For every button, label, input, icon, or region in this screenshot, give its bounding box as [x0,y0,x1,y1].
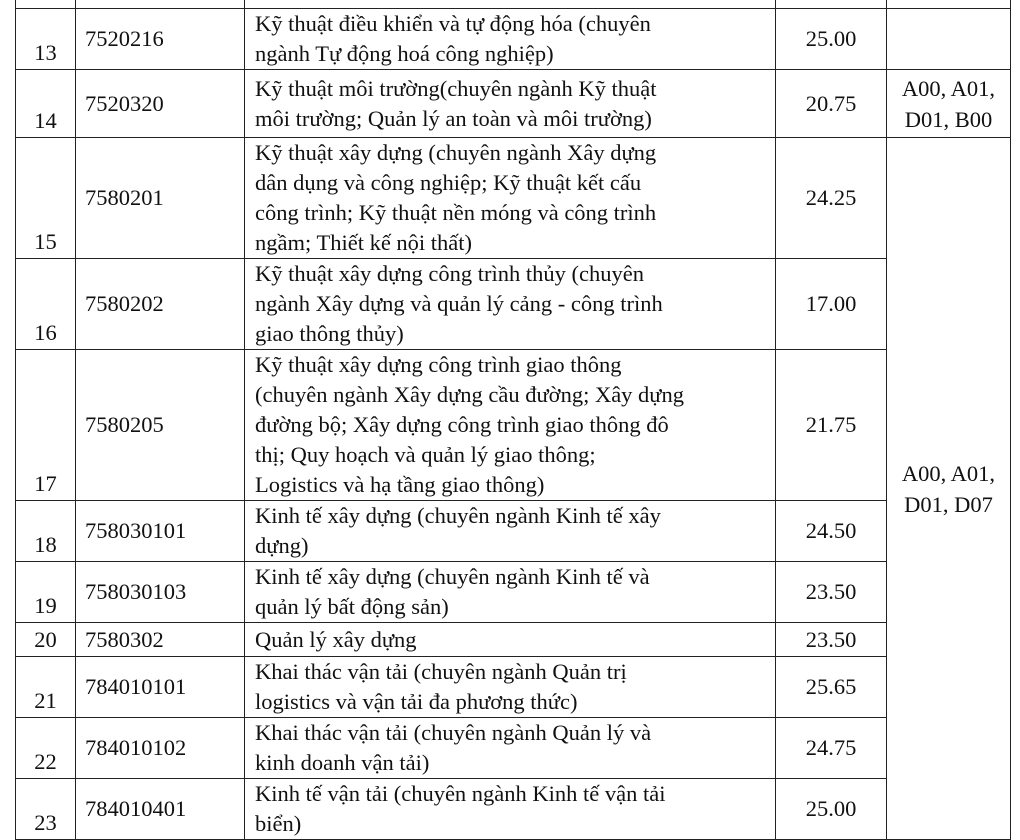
table-row [16,259,1011,350]
code-cell [76,0,245,9]
name-cell [245,350,776,501]
stt-cell [16,0,76,9]
score-cell: 24.50 [776,501,887,562]
name-cell [245,70,776,138]
name-line: kinh doanh vận tải) [255,750,430,775]
name-line: môi trường; Quản lý an toàn và môi trường) [255,105,652,131]
stt-cell: 16 [16,259,76,350]
code-cell: 758030101 [76,501,245,562]
name-line: Khai thác vận tải (chuyên ngành Quản trị [255,659,627,684]
score-cell: 24.75 [776,718,887,779]
table-row [16,350,1011,501]
name-line: ngành Tự động hoá công nghiệp) [255,41,554,66]
table-row [16,70,1011,138]
score-cell: 23.50 [776,562,887,623]
name-line: Kinh tế xây dựng (chuyên ngành Kinh tế xây [255,503,661,528]
score-cell: 23.50 [776,623,887,657]
name-line: biển) [255,811,302,836]
name-line: đường bộ; Xây dựng công trình giao thông đô [255,412,669,437]
table-row [16,9,1011,70]
name-cell [245,9,776,70]
name-line: thị; Quy hoạch và quản lý giao thông; [255,442,596,467]
score-cell: 25.00 [776,9,887,70]
name-line: dựng) [255,533,309,558]
name-cell [245,623,776,657]
combo-line: D01, B00 [904,106,993,132]
score-cell: 20.75 [776,70,887,138]
name-line: ngành Xây dựng và quản lý cảng - công trình [255,291,663,316]
combo-line: A00, A01, [901,460,996,486]
combo-line: A00, A01, [901,75,996,101]
combo-cell [887,0,1011,9]
name-cell [245,562,776,623]
name-line: (chuyên ngành Xây dựng cầu đường; Xây dựng [255,382,685,407]
name-cell [245,138,776,259]
name-line: Logistics và hạ tầng giao thông) [255,472,545,497]
table-row [16,562,1011,623]
score-cell [776,0,887,9]
code-cell: 7580205 [76,350,245,501]
name-line: Kinh tế vận tải (chuyên ngành Kinh tế vận tải [255,781,666,806]
name-line: Kỹ thuật xây dựng công trình thủy (chuyên [255,261,644,286]
code-cell: 7580202 [76,259,245,350]
table-row [16,718,1011,779]
name-line: giao thông thủy) [255,321,404,346]
score-cell: 21.75 [776,350,887,501]
name-line: ngầm; Thiết kế nội thất) [255,230,473,255]
name-cell [245,779,776,840]
code-cell: 758030103 [76,562,245,623]
code-cell: 784010102 [76,718,245,779]
name-cell [245,0,776,9]
table-row-partial [16,0,1011,9]
name-line: logistics và vận tải đa phương thức) [255,689,578,714]
name-line: Kỹ thuật môi trường(chuyên ngành Kỹ thuật [255,75,657,101]
stt-cell: 21 [16,657,76,718]
score-cell: 24.25 [776,138,887,259]
stt-cell: 18 [16,501,76,562]
score-cell: 25.65 [776,657,887,718]
name-line: Kinh tế xây dựng (chuyên ngành Kinh tế và [255,564,650,589]
table-row [16,623,1011,657]
combo-line: D01, D07 [904,491,993,517]
name-cell [245,501,776,562]
stt-cell: 15 [16,138,76,259]
name-line: công trình; Kỹ thuật nền móng và công trình [255,200,657,225]
name-cell [245,718,776,779]
code-cell: 784010401 [76,779,245,840]
combo-cell-b [887,138,1011,840]
code-cell: 7580302 [76,623,245,657]
table-row [16,657,1011,718]
stt-cell: 13 [16,9,76,70]
table-row [16,779,1011,840]
code-cell: 784010101 [76,657,245,718]
table-row [16,501,1011,562]
name-line: Kỹ thuật xây dựng (chuyên ngành Xây dựng [255,140,657,165]
score-cell: 25.00 [776,779,887,840]
name-cell [245,259,776,350]
combo-cell [887,9,1011,70]
stt-cell: 17 [16,350,76,501]
name-line: Kỹ thuật điều khiển và tự động hóa (chuyên [255,11,651,36]
stt-cell: 23 [16,779,76,840]
score-cell: 17.00 [776,259,887,350]
name-line: Kỹ thuật xây dựng công trình giao thông [255,352,622,377]
stt-cell: 22 [16,718,76,779]
name-line: Quản lý xây dựng [255,626,417,652]
admission-score-table [15,0,1011,840]
name-line: quản lý bất động sản) [255,594,449,619]
code-cell: 7520320 [76,70,245,138]
code-cell: 7520216 [76,9,245,70]
name-line: dân dụng và công nghiệp; Kỹ thuật kết cấu [255,170,642,195]
name-line: Khai thác vận tải (chuyên ngành Quản lý và [255,720,652,745]
stt-cell: 19 [16,562,76,623]
stt-cell: 20 [16,623,76,657]
combo-cell-a [887,70,1011,138]
table-row [16,138,1011,259]
code-cell: 7580201 [76,138,245,259]
name-cell [245,657,776,718]
stt-cell: 14 [16,70,76,138]
